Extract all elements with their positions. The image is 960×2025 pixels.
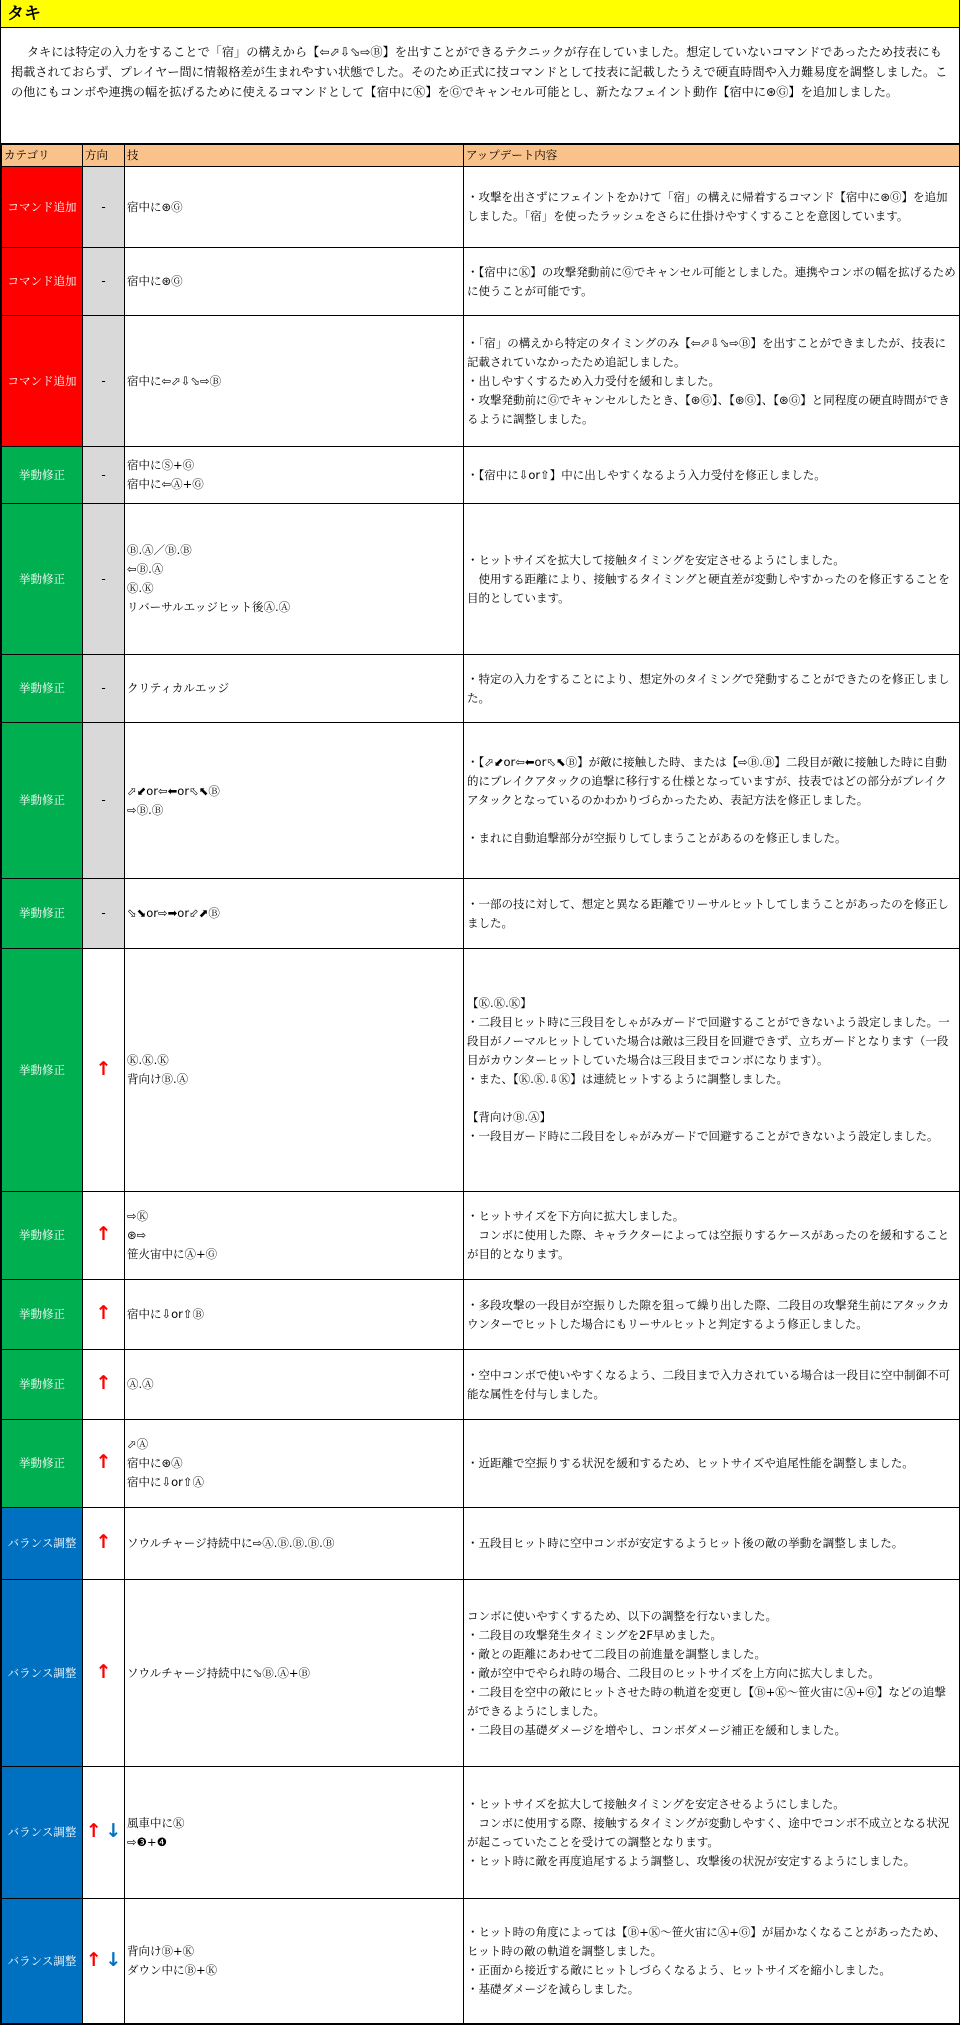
table-header-row xyxy=(2,145,960,167)
move-line: ⬀⬋or⇦⬅or⬁⬉Ⓑ xyxy=(127,783,220,798)
table-row xyxy=(2,1767,960,1899)
update-line: ・攻撃を出さずにフェイントをかけて「宿」の構えに帰着するコマンド【宿中に⊛Ⓖ】を追加しました。「宿」を使ったラッシュをさらに仕掛けやすくすることを意図しています。 xyxy=(467,190,948,223)
move-cell xyxy=(125,1420,464,1508)
direction-cell xyxy=(83,723,125,879)
update-line: ・基礎ダメージを減らしました。 xyxy=(467,1982,640,1996)
move-line: ⇦Ⓑ.Ⓐ xyxy=(127,562,164,576)
move-line: ⬂⬊or⇨➡or⬃⬈Ⓑ xyxy=(127,906,220,920)
move-line: Ⓑ.Ⓐ／Ⓑ.Ⓑ xyxy=(127,543,192,557)
table-row xyxy=(2,167,960,248)
update-cell xyxy=(464,879,960,949)
table-row xyxy=(2,879,960,949)
category-cell: バランス調整 xyxy=(2,1580,83,1767)
move-line: Ⓐ.Ⓐ xyxy=(127,1377,154,1391)
move-line: 宿中に⊛Ⓖ xyxy=(127,274,183,288)
move-cell xyxy=(125,1899,464,2024)
category-cell: 挙動修正 xyxy=(2,655,83,723)
category-cell: 挙動修正 xyxy=(2,949,83,1192)
table-row xyxy=(2,655,960,723)
direction-cell xyxy=(83,879,125,949)
move-line: 笹火宙中にⒶ+Ⓖ xyxy=(127,1247,218,1261)
update-line: ・【宿中にⓀ】の攻撃発動前にⒼでキャンセル可能としました。連携やコンボの幅を拡げるために使うことが可能です。 xyxy=(467,264,956,298)
update-cell xyxy=(464,1767,960,1899)
update-cell xyxy=(464,1580,960,1767)
arrow-down-icon: ↓ xyxy=(105,1948,122,1971)
header-move: 技 xyxy=(125,145,464,167)
table-row xyxy=(2,316,960,447)
update-line: ・二段目を空中の敵にヒットさせた時の軌道を変更し【Ⓑ+Ⓚ～笹火宙にⒶ+Ⓖ】などの追撃ができるようにしました。 xyxy=(467,1684,946,1718)
page-title: タキ xyxy=(1,0,959,28)
update-line: コンボに使いやすくするため、以下の調整を行ないました。 xyxy=(467,1608,778,1623)
table-row xyxy=(2,504,960,655)
update-line: ・「宿」の構えから特定のタイミングのみ【⇦⬀⇩⬂⇨Ⓑ】を出すことができましたが、技表に記載されていなかったため追記しました。 xyxy=(467,335,946,369)
update-line: ・出しやすくするため入力受付を緩和しました。 xyxy=(467,373,720,388)
update-line: ・敵が空中でやられ時の場合、二段目のヒットサイズを上方向に拡大しました。 xyxy=(467,1665,880,1680)
table-row xyxy=(2,1420,960,1508)
table-row xyxy=(2,1350,960,1420)
move-cell xyxy=(125,949,464,1192)
category-cell: コマンド追加 xyxy=(2,167,83,248)
update-line xyxy=(467,810,956,829)
direction-dash: - xyxy=(101,681,106,695)
move-line: 宿中に⊛Ⓖ xyxy=(127,199,183,214)
intro-paragraph: タキには特定の入力をすることで「宿」の構えから【⇦⬀⇩⬂⇨Ⓑ】を出すことができるテクニックが存在していました。想定していないコマンドであったため技表にも掲載されておらず、プレイヤー間に情報格差が生まれやすい状態でした。そのため正式に技コマンドとして技表に記載したうえで硬直時間や入力難易度を調整しました。この他にもコンボや連携の幅を拡げるために使えるコマンドとして【宿中にⓀ】をⒼでキャンセル可能とし、新たなフェイント動作【宿中に⊛Ⓖ】を追加しました。 xyxy=(11,45,948,99)
update-line: ・ヒット時に敵を再度追尾するよう調整し、攻撃後の状況が安定するようにしました。 xyxy=(467,1853,916,1868)
move-cell xyxy=(125,1580,464,1767)
move-line: Ⓚ.Ⓚ xyxy=(127,581,154,595)
update-line: ・空中コンボで使いやすくなるよう、二段目まで入力されている場合は一段目に空中制御不可能な属性を付与しました。 xyxy=(467,1367,950,1401)
direction-cell xyxy=(83,1767,125,1899)
move-cell xyxy=(125,1767,464,1899)
table-row xyxy=(2,248,960,316)
direction-cell xyxy=(83,167,125,248)
move-cell xyxy=(125,1350,464,1420)
direction-dash: - xyxy=(101,571,106,586)
update-line: 【背向けⒷ.Ⓐ】 xyxy=(467,1110,552,1124)
direction-cell xyxy=(83,504,125,655)
update-line: ・敵との距離にあわせて二段目の前進量を調整しました。 xyxy=(467,1646,766,1661)
intro-text-block xyxy=(1,28,959,144)
update-line: 使用する距離により、接触するタイミングと硬直差が変動しやすかったのを修正することを目的としています。 xyxy=(467,571,950,605)
category-cell: 挙動修正 xyxy=(2,1192,83,1280)
update-line: ・近距離で空振りする状況を緩和するため、ヒットサイズや追尾性能を調整しました。 xyxy=(467,1456,914,1470)
move-line: ソウルチャージ持続中に⬂Ⓑ.Ⓐ+Ⓑ xyxy=(127,1665,311,1680)
update-line: コンボに使用する際、接触するタイミングが変動しやすく、途中でコンボ不成立となる状況が起こっていたことを受けての調整となります。 xyxy=(467,1815,950,1849)
update-cell xyxy=(464,1508,960,1580)
category-cell: 挙動修正 xyxy=(2,447,83,504)
category-cell: バランス調整 xyxy=(2,1899,83,2024)
move-line: 宿中に⇩or⇧Ⓐ xyxy=(127,1475,205,1489)
update-line: ・ヒットサイズを下方向に拡大しました。 xyxy=(467,1209,685,1223)
move-cell xyxy=(125,167,464,248)
update-line: ・二段目ヒット時に三段目をしゃがみガードで回避することができないよう設定しました。一段目がノーマルヒットしていた場合は敵は三段目を回避できず、立ちガードとなります（一段目がカウンターヒットしていた場合は三段目までコンボになります）。 xyxy=(467,1015,950,1067)
table-row xyxy=(2,1280,960,1350)
direction-dash: - xyxy=(101,467,106,482)
table-row xyxy=(2,1192,960,1280)
update-table xyxy=(1,144,960,2024)
update-cell xyxy=(464,316,960,447)
category-cell: 挙動修正 xyxy=(2,1280,83,1350)
move-line: 風車中にⓀ xyxy=(127,1815,185,1830)
direction-cell xyxy=(83,655,125,723)
direction-dash: - xyxy=(101,274,106,288)
direction-dash: - xyxy=(101,793,106,807)
move-cell xyxy=(125,316,464,447)
move-line: ⊛⇨ xyxy=(127,1228,147,1242)
update-line: コンボに使用した際、キャラクターによっては空振りするケースがあったのを緩和することが目的となります。 xyxy=(467,1228,950,1261)
move-line: リバーサルエッジヒット後Ⓐ.Ⓐ xyxy=(127,600,291,614)
move-line: ダウン中にⒷ+Ⓚ xyxy=(127,1963,218,1977)
direction-dash: - xyxy=(101,906,106,920)
move-line: 宿中に⇦Ⓐ+Ⓖ xyxy=(127,477,204,491)
move-cell xyxy=(125,447,464,504)
update-cell xyxy=(464,723,960,879)
update-cell xyxy=(464,1899,960,2024)
update-line: ・ヒットサイズを拡大して接触タイミングを安定させるようにしました。 xyxy=(467,552,845,567)
move-line: ⇨Ⓚ xyxy=(127,1209,149,1223)
move-cell xyxy=(125,1192,464,1280)
update-cell xyxy=(464,248,960,316)
move-cell xyxy=(125,248,464,316)
update-cell xyxy=(464,1280,960,1350)
category-cell: 挙動修正 xyxy=(2,1420,83,1508)
move-cell xyxy=(125,1280,464,1350)
direction-cell xyxy=(83,1420,125,1508)
move-line: ⇨Ⓑ.Ⓑ xyxy=(127,802,164,817)
table-row xyxy=(2,1508,960,1580)
header-update: アップデート内容 xyxy=(464,145,960,167)
move-cell xyxy=(125,723,464,879)
header-category: カテゴリ xyxy=(2,145,83,167)
move-cell xyxy=(125,1508,464,1580)
move-line: 背向けⒷ+Ⓚ xyxy=(127,1944,195,1958)
arrow-down-icon: ↓ xyxy=(105,1820,122,1842)
move-cell xyxy=(125,879,464,949)
update-line: ・一段目ガード時に二段目をしゃがみガードで回避することができないよう設定しました。 xyxy=(467,1129,939,1143)
move-line: ⇨❸+❹ xyxy=(127,1834,167,1849)
direction-dash: - xyxy=(101,373,106,388)
move-cell xyxy=(125,504,464,655)
arrow-up-icon: ↑ xyxy=(95,1372,112,1394)
update-cell xyxy=(464,949,960,1192)
direction-cell xyxy=(83,316,125,447)
update-line: ・ヒット時の角度によっては【Ⓑ+Ⓚ～笹火宙にⒶ+Ⓖ】が届かなくなることがあったため、ヒット時の敵の軌道を調整しました。 xyxy=(467,1925,946,1958)
update-line: ・【宿中に⇩or⇧】中に出しやすくなるよう入力受付を修正しました。 xyxy=(467,467,826,482)
update-line: ・一部の技に対して、想定と異なる距離でリーサルヒットしてしまうことがあったのを修正しました。 xyxy=(467,896,949,930)
update-line: ・特定の入力をすることにより、想定外のタイミングで発動することができたのを修正しました。 xyxy=(467,671,950,705)
update-line: ・五段目ヒット時に空中コンボが安定するようヒット後の敵の挙動を調整しました。 xyxy=(467,1536,904,1550)
table-row xyxy=(2,1899,960,2024)
move-line: 宿中に⊛Ⓐ xyxy=(127,1456,183,1470)
arrow-up-icon: ↑ xyxy=(95,1660,112,1683)
update-cell xyxy=(464,1350,960,1420)
table-row xyxy=(2,723,960,879)
update-line: ・ヒットサイズを拡大して接触タイミングを安定させるようにしました。 xyxy=(467,1796,845,1811)
update-cell xyxy=(464,1192,960,1280)
category-cell: 挙動修正 xyxy=(2,1350,83,1420)
move-line: 背向けⒷ.Ⓐ xyxy=(127,1072,189,1086)
category-cell: バランス調整 xyxy=(2,1508,83,1580)
move-line: クリティカルエッジ xyxy=(127,681,230,695)
direction-cell xyxy=(83,1192,125,1280)
direction-dash: - xyxy=(101,199,106,214)
direction-cell xyxy=(83,447,125,504)
direction-cell xyxy=(83,1899,125,2024)
arrow-up-icon: ↑ xyxy=(95,1057,112,1080)
category-cell: バランス調整 xyxy=(2,1767,83,1899)
arrow-up-icon: ↑ xyxy=(95,1531,112,1553)
move-line: Ⓚ.Ⓚ.Ⓚ xyxy=(127,1053,169,1067)
arrow-up-icon: ↑ xyxy=(85,1820,102,1842)
update-line: ・まれに自動追撃部分が空振りしてしまうことがあるのを修正しました。 xyxy=(467,831,847,845)
update-line: 【Ⓚ.Ⓚ.Ⓚ】 xyxy=(467,996,532,1010)
move-line: 宿中に⇩or⇧Ⓑ xyxy=(127,1307,205,1321)
update-cell xyxy=(464,655,960,723)
direction-cell xyxy=(83,949,125,1192)
update-line xyxy=(467,1089,956,1108)
header-direction: 方向 xyxy=(83,145,125,167)
direction-cell xyxy=(83,1580,125,1767)
move-cell xyxy=(125,655,464,723)
update-line: ・二段目の基礎ダメージを増やし、コンボダメージ補正を緩和しました。 xyxy=(467,1722,847,1737)
update-cell xyxy=(464,1420,960,1508)
category-cell: 挙動修正 xyxy=(2,504,83,655)
category-cell: 挙動修正 xyxy=(2,723,83,879)
update-line: ・また、【Ⓚ.Ⓚ.⇩Ⓚ】は連続ヒットするように調整しました。 xyxy=(467,1072,789,1086)
direction-cell xyxy=(83,1280,125,1350)
arrow-up-icon: ↑ xyxy=(85,1948,102,1971)
move-line: 宿中に⇦⬀⇩⬂⇨Ⓑ xyxy=(127,373,222,388)
move-line: ⬀Ⓐ xyxy=(127,1437,149,1451)
table-row xyxy=(2,1580,960,1767)
direction-cell xyxy=(83,1350,125,1420)
update-cell xyxy=(464,447,960,504)
arrow-up-icon: ↑ xyxy=(95,1451,112,1473)
update-cell xyxy=(464,167,960,248)
update-cell xyxy=(464,504,960,655)
update-line: ・正面から接近する敵にヒットしづらくなるよう、ヒットサイズを縮小しました。 xyxy=(467,1963,891,1977)
table-row xyxy=(2,447,960,504)
direction-cell xyxy=(83,1508,125,1580)
table-row xyxy=(2,949,960,1192)
category-cell: コマンド追加 xyxy=(2,248,83,316)
move-line: ソウルチャージ持続中に⇨Ⓐ.Ⓑ.Ⓑ.Ⓑ.Ⓑ xyxy=(127,1536,335,1550)
update-line: ・攻撃発動前にⒼでキャンセルしたとき、【⊛Ⓖ】、【⊛Ⓖ】、【⊛Ⓖ】と同程度の硬直時間ができるように調整しました。 xyxy=(467,392,950,426)
arrow-up-icon: ↑ xyxy=(95,1302,112,1324)
arrow-up-icon: ↑ xyxy=(95,1223,112,1245)
update-line: ・多段攻撃の一段目が空振りした隙を狙って繰り出した際、二段目の攻撃発生前にアタックカウンターでヒットした場合にもリーサルヒットと判定するよう修正しました。 xyxy=(467,1297,950,1331)
category-cell: 挙動修正 xyxy=(2,879,83,949)
update-line: ・二段目の攻撃発生タイミングを2F早めました。 xyxy=(467,1627,722,1642)
direction-cell xyxy=(83,248,125,316)
move-line: 宿中にⓈ+Ⓖ xyxy=(127,458,195,472)
category-cell: コマンド追加 xyxy=(2,316,83,447)
update-line: ・【⬀⬋or⇦⬅or⬁⬉Ⓑ】が敵に接触した時、または【⇨Ⓑ.Ⓑ】二段目が敵に接触した時に自動的にブレイクアタックの追撃に移行する仕様となっていますが、技表ではどの部分がブレイクアタックとなっているのかわかりづらかったため、表記方法を修正しました。 xyxy=(467,755,947,807)
